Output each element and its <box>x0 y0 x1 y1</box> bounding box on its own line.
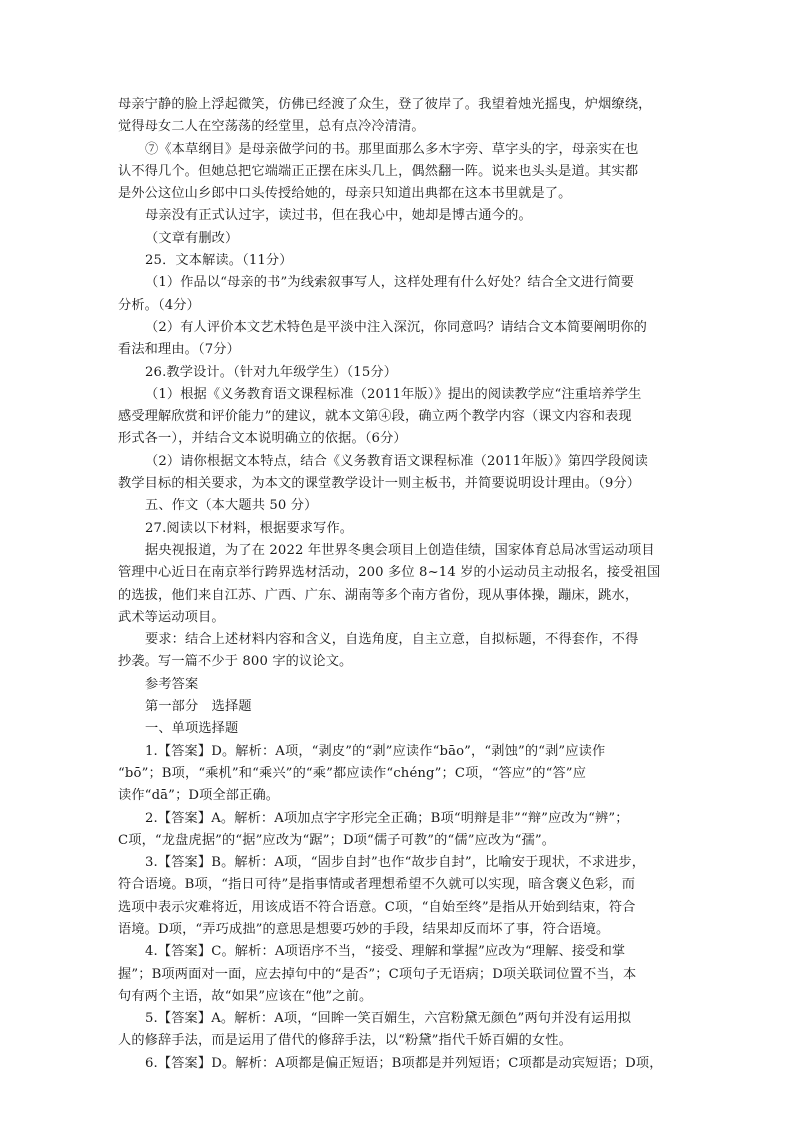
text-line: （文章有删改） <box>145 230 239 246</box>
text-line: 据央视报道，为了在 2022 年世界冬奥会项目上创造佳绩，国家体育总局冰雪运动项目 <box>145 542 655 558</box>
text-line: ⑦《本草纲目》是母亲做学问的书。那里面那么多木字旁、草字头的字，母亲实在也 <box>145 141 639 157</box>
text-line: “bō”；B项，“乘机”和“乘兴”的“乘”都应读作“chéng”；C项，“答应”的“答”应 <box>118 765 587 781</box>
text-line: 武术等运动项目。 <box>118 609 225 625</box>
text-line: 6.【答案】D。解析：A项都是偏正短语；B项都是并列短语；C项都是动宾短语；D项， <box>145 1055 663 1071</box>
text-line: 母亲没有正式认过字，读过书，但在我心中，她却是博古通今的。 <box>145 208 532 224</box>
text-line: 看法和理由。（7分） <box>118 342 240 358</box>
text-line: （2）有人评价本文艺术特色是平淡中注入深沉，你同意吗？请结合文本简要阐明你的 <box>145 319 648 335</box>
text-line: 1.【答案】D。解析：A项，“剥皮”的“剥”应读作“bāo”，“剥蚀”的“剥”应读作 <box>145 743 606 759</box>
text-line: （1）作品以“母亲的书”为线索叙事写人，这样处理有什么好处？结合全文进行简要 <box>145 275 635 291</box>
text-line: （2）请你根据文本特点，结合《义务教育语文课程标准（2011年版）》第四学段阅读 <box>145 453 648 469</box>
text-line: 读作“dā”；D项全部正确。 <box>118 788 280 804</box>
text-line: 觉得母女二人在空荡荡的经堂里，总有点冷冷清清。 <box>118 119 425 135</box>
text-line: 符合语境。B项，“指日可待”是指事情或者理想希望不久就可以实现，暗含褒义色彩，而 <box>118 877 636 893</box>
text-line: 教学目标的相关要求，为本文的课堂教学设计一则主板书，并简要说明设计理由。（9分） <box>118 476 641 492</box>
text-line: 是外公这位山乡郎中口头传授给她的，母亲只知道出典都在这本书里就是了。 <box>118 186 572 202</box>
document-page <box>118 94 678 1075</box>
text-line: （1）根据《义务教育语文课程标准（2011年版）》提出的阅读教学应“注重培养学生 <box>145 386 642 402</box>
text-line: 选项中表示灾难将近，用该成语不符合语意。C项，“自始至终”是指从开始到结束，符合 <box>118 899 636 915</box>
text-line: 3.【答案】B。解析：A项，“固步自封”也作“故步自封”，比喻安于现状，不求进步， <box>145 855 646 871</box>
text-line: 管理中心近日在南京举行跨界选材活动，200 多位 8~14 岁的小运动员主动报名，接受祖国 <box>118 565 661 581</box>
text-line: 握”；B项两面对一面，应去掉句中的“是否”；C项句子无语病；D项关联词位置不当，本 <box>118 966 637 982</box>
text-line: 参考答案 <box>145 676 199 692</box>
text-line: 4.【答案】C。解析：A项语序不当，“接受、理解和掌握”应改为“理解、接受和掌 <box>145 944 626 960</box>
text-line: 第一部分 选择题 <box>145 699 252 715</box>
text-line: 26.教学设计。（针对九年级学生）（15分） <box>145 364 398 380</box>
text-line: 要求：结合上述材料内容和含义，自选角度，自主立意，自拟标题，不得套作，不得 <box>145 632 639 648</box>
text-line: 的选拔，他们来自江苏、广西、广东、湖南等多个南方省份，现从事体操，蹦床，跳水， <box>118 587 639 603</box>
text-line: 5.【答案】A。解析：A项，“回眸一笑百媚生，六宫粉黛无颜色”两句并没有运用拟 <box>145 1011 632 1027</box>
text-line: 人的修辞手法，而是运用了借代的修辞手法，以“粉黛”指代千娇百媚的女性。 <box>118 1033 572 1049</box>
text-line: 25．文本解读。（11分） <box>145 253 293 269</box>
text-line: 2.【答案】A。解析：A项加点字字形完全正确；B项“明辩是非”“辩”应改为“辨”； <box>145 810 629 826</box>
text-line: 分析。（4分） <box>118 297 200 313</box>
text-line: 五、作文（本大题共 50 分） <box>145 498 318 514</box>
text-line: 抄袭。写一篇不少于 800 字的议论文。 <box>118 654 353 670</box>
text-line: 认不得几个。但她总把它端端正正摆在床头几上，偶然翻一阵。说来也头头是道。其实都 <box>118 163 639 179</box>
text-line: C项，“龙盘虎据”的“据”应改为“踞”；D项“儒子可教”的“儒”应改为“孺”。 <box>118 832 556 848</box>
text-line: 语境。D项，“弄巧成拙”的意思是想要巧妙的手段，结果却反而坏了事，符合语境。 <box>118 921 610 937</box>
text-line: 一、单项选择题 <box>145 721 239 737</box>
text-line: 句有两个主语，故“如果”应该在“他”之前。 <box>118 988 373 1004</box>
text-line: 感受理解欣赏和评价能力”的建议，就本文第④段，确立两个教学内容（课文内容和表现 <box>118 409 632 425</box>
text-line: 母亲宁静的脸上浮起微笑，仿佛已经渡了众生，登了彼岸了。我望着烛光摇曳，炉烟缭绕， <box>118 97 652 112</box>
text-line: 形式各一），并结合文本说明确立的依据。（6分） <box>118 431 407 447</box>
text-line: 27.阅读以下材料，根据要求写作。 <box>145 520 354 536</box>
